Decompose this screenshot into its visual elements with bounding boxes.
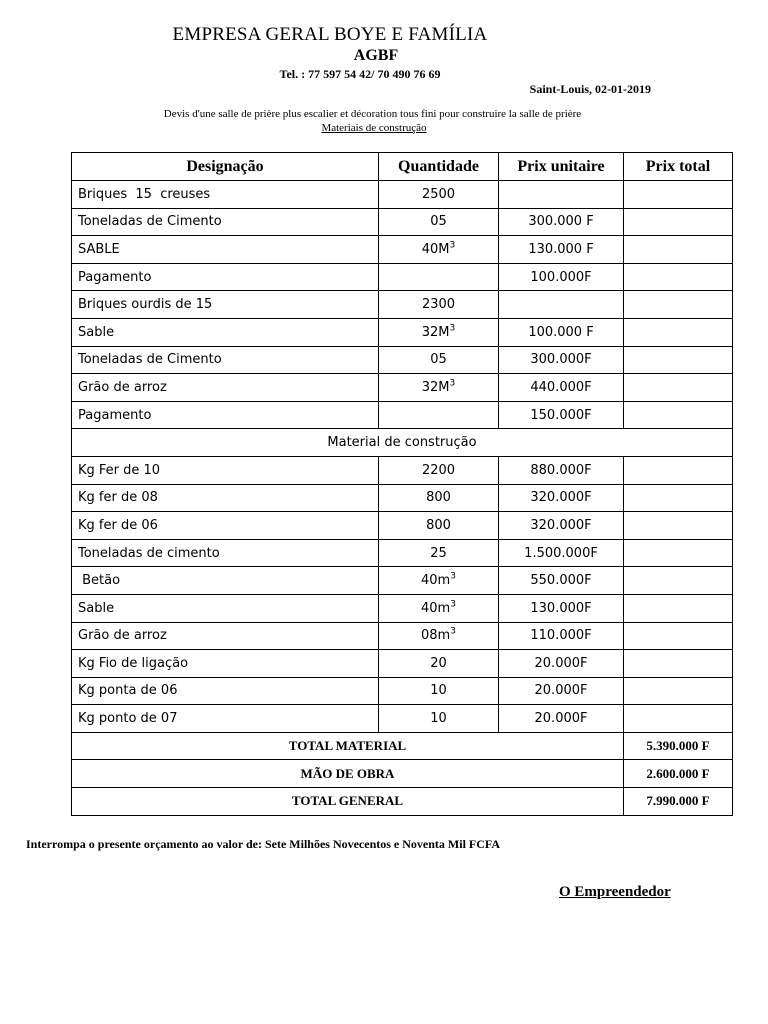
cell-prix-unitaire: 300.000F [499, 346, 624, 374]
quantity-value: 10 [430, 711, 447, 727]
cell-prix-unitaire: 100.000 F [499, 318, 624, 346]
company-acronym: AGBF [353, 47, 399, 64]
cell-designacao: Toneladas de Cimento [72, 208, 379, 236]
cell-prix-total [624, 650, 733, 678]
cell-prix-unitaire: 150.000F [499, 401, 624, 429]
amount-in-words: Interrompa o presente orçamento ao valor de: Sete Milhões Novecentos e Noventa Mil FCFA [26, 837, 501, 851]
cell-designacao: Briques 15 creuses [72, 181, 379, 209]
cell-quantidade [379, 622, 499, 650]
cell-designacao: Kg Fer de 10 [72, 456, 379, 484]
cell-prix-unitaire: 880.000F [499, 456, 624, 484]
cell-prix-total [624, 512, 733, 540]
total-row [72, 788, 733, 816]
cell-prix-unitaire: 550.000F [499, 567, 624, 595]
total-row [72, 732, 733, 760]
cell-prix-unitaire: 110.000F [499, 622, 624, 650]
cell-quantidade [379, 484, 499, 512]
cell-prix-total [624, 346, 733, 374]
cell-prix-total [624, 291, 733, 319]
cell-prix-unitaire: 320.000F [499, 484, 624, 512]
cell-designacao: Toneladas de Cimento [72, 346, 379, 374]
quantity-value: 25 [430, 545, 447, 561]
cell-quantidade [379, 291, 499, 319]
column-header-prix-unitaire: Prix unitaire [499, 153, 624, 181]
table-row [72, 181, 733, 209]
section-row [72, 429, 733, 457]
table-row [72, 456, 733, 484]
cell-quantidade [379, 401, 499, 429]
table-row [72, 567, 733, 595]
total-value: 2.600.000 F [624, 760, 733, 788]
cell-prix-total [624, 622, 733, 650]
materials-title: Materiais de construção [321, 122, 427, 134]
place-date: Saint-Louis, 02-01-2019 [529, 82, 651, 96]
quantity-value: 2200 [421, 462, 456, 478]
cell-prix-unitaire: 130.000 F [499, 236, 624, 264]
quantity-value: 20 [430, 655, 447, 671]
cell-quantidade [379, 456, 499, 484]
table-row [72, 705, 733, 733]
table-row [72, 622, 733, 650]
cell-quantidade [379, 208, 499, 236]
total-value: 5.390.000 F [624, 732, 733, 760]
quantity-value: 40m [421, 573, 451, 589]
cell-quantidade [379, 346, 499, 374]
telephone-line: Tel. : 77 597 54 42/ 70 490 76 69 [279, 67, 441, 81]
cell-designacao: Grão de arroz [72, 374, 379, 402]
signature-label: O Empreendedor [559, 884, 671, 900]
quantity-value: 05 [430, 352, 447, 368]
cell-prix-total [624, 567, 733, 595]
table-row [72, 401, 733, 429]
table-row [72, 346, 733, 374]
cell-designacao: Pagamento [72, 401, 379, 429]
cell-designacao: Grão de arroz [72, 622, 379, 650]
cell-prix-total [624, 318, 733, 346]
table-row [72, 512, 733, 540]
cell-prix-total [624, 594, 733, 622]
cell-prix-total [624, 374, 733, 402]
total-value: 7.990.000 F [624, 788, 733, 816]
cell-prix-unitaire: 20.000F [499, 705, 624, 733]
quantity-value: 2500 [421, 186, 456, 202]
cell-quantidade [379, 181, 499, 209]
quantity-value: 40m [421, 600, 451, 616]
table-header-row [72, 153, 733, 181]
cell-quantidade [379, 318, 499, 346]
quote-description: Devis d'une salle de prière plus escalier et décoration tous fini pour construire la salle de prière [163, 108, 582, 120]
cell-designacao: Betão [72, 567, 379, 595]
table-row [72, 484, 733, 512]
cell-prix-total [624, 484, 733, 512]
company-name: EMPRESA GERAL BOYE E FAMÍLIA [172, 24, 488, 45]
cell-prix-unitaire: 300.000 F [499, 208, 624, 236]
cell-prix-total [624, 401, 733, 429]
quantity-value: 2300 [421, 297, 456, 313]
unit-exponent: 3 [449, 323, 456, 334]
cell-prix-unitaire: 100.000F [499, 263, 624, 291]
cell-designacao: Kg ponto de 07 [72, 705, 379, 733]
cell-designacao: Pagamento [72, 263, 379, 291]
quote-table [71, 152, 733, 816]
cell-prix-total [624, 677, 733, 705]
cell-prix-unitaire: 20.000F [499, 677, 624, 705]
cell-prix-total [624, 181, 733, 209]
quantity-value: 800 [426, 517, 451, 533]
column-header-prix-total: Prix total [624, 153, 733, 181]
cell-quantidade [379, 677, 499, 705]
table-row [72, 374, 733, 402]
table-row [72, 291, 733, 319]
cell-prix-total [624, 705, 733, 733]
cell-designacao: Sable [72, 594, 379, 622]
unit-exponent: 3 [450, 571, 456, 582]
cell-prix-unitaire: 440.000F [499, 374, 624, 402]
table-row [72, 263, 733, 291]
column-header-designacao: Designação [72, 153, 379, 181]
table-totals [72, 732, 733, 815]
unit-exponent: 3 [450, 626, 456, 637]
cell-quantidade [379, 236, 499, 264]
quantity-value: 800 [426, 490, 451, 506]
total-row [72, 760, 733, 788]
cell-prix-unitaire: 20.000F [499, 650, 624, 678]
cell-quantidade [379, 650, 499, 678]
cell-prix-unitaire: 1.500.000F [499, 539, 624, 567]
cell-prix-unitaire: 130.000F [499, 594, 624, 622]
cell-quantidade [379, 594, 499, 622]
quantity-value: 32M [421, 379, 450, 395]
cell-prix-total [624, 456, 733, 484]
cell-quantidade [379, 567, 499, 595]
cell-prix-total [624, 539, 733, 567]
column-header-quantidade: Quantidade [379, 153, 499, 181]
cell-prix-total [624, 208, 733, 236]
cell-designacao: Kg ponta de 06 [72, 677, 379, 705]
cell-quantidade [379, 374, 499, 402]
quantity-value: 10 [430, 683, 447, 699]
table-row [72, 650, 733, 678]
unit-exponent: 3 [449, 240, 456, 251]
quantity-value: 40M [421, 241, 450, 257]
cell-designacao: Briques ourdis de 15 [72, 291, 379, 319]
table-row [72, 594, 733, 622]
cell-quantidade [379, 512, 499, 540]
table-row [72, 236, 733, 264]
cell-designacao: Sable [72, 318, 379, 346]
cell-designacao: Kg fer de 08 [72, 484, 379, 512]
quantity-value: 08m [421, 628, 451, 644]
cell-designacao: Kg fer de 06 [72, 512, 379, 540]
cell-prix-unitaire [499, 291, 624, 319]
quantity-value: 05 [430, 214, 447, 230]
quantity-value: 32M [421, 324, 450, 340]
cell-prix-total [624, 236, 733, 264]
total-label: TOTAL GENERAL [72, 788, 624, 816]
cell-quantidade [379, 539, 499, 567]
table-row [72, 318, 733, 346]
table-row [72, 677, 733, 705]
cell-prix-unitaire: 320.000F [499, 512, 624, 540]
cell-designacao: Kg Fio de ligação [72, 650, 379, 678]
table-row [72, 539, 733, 567]
table-body-a [72, 181, 733, 429]
section-label: Material de construção [72, 429, 733, 457]
total-label: TOTAL MATERIAL [72, 732, 624, 760]
unit-exponent: 3 [450, 599, 456, 610]
total-label: MÃO DE OBRA [72, 760, 624, 788]
table-body-b [72, 456, 733, 732]
cell-prix-unitaire [499, 181, 624, 209]
cell-quantidade [379, 705, 499, 733]
cell-designacao: Toneladas de cimento [72, 539, 379, 567]
cell-designacao: SABLE [72, 236, 379, 264]
table-row [72, 208, 733, 236]
unit-exponent: 3 [449, 378, 456, 389]
cell-quantidade [379, 263, 499, 291]
cell-prix-total [624, 263, 733, 291]
